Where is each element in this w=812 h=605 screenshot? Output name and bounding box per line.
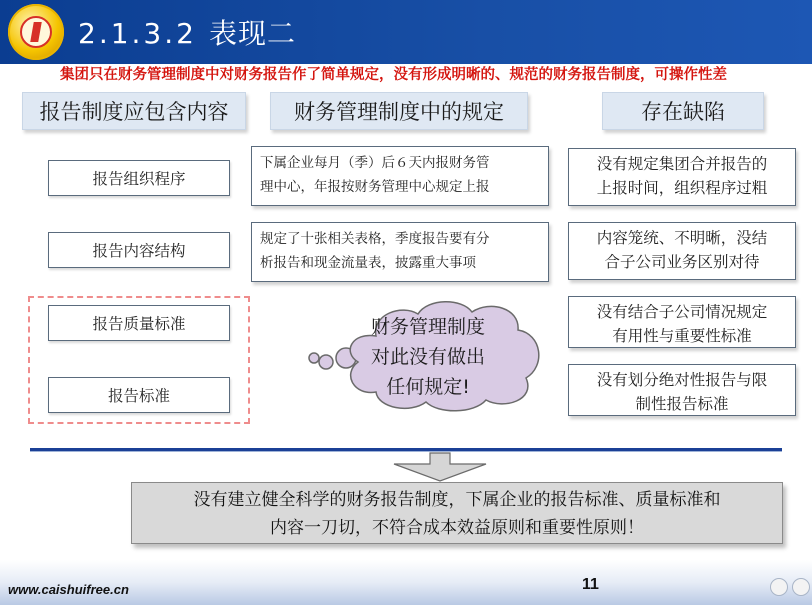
cloud-line: 对此没有做出 (370, 346, 485, 368)
column-header-defects: 存在缺陷 (602, 92, 764, 130)
defect-no-report-classification (568, 364, 796, 416)
defect-no-materiality-standard (568, 296, 796, 348)
title-bar (0, 0, 812, 64)
column-header-required-content: 报告制度应包含内容 (22, 92, 246, 130)
slide-subtitle: 集团只在财务管理制度中对财务报告作了简单规定，没有形成明晰的、规范的财务报告制度，可操作性差 (60, 67, 727, 83)
defect-line: 没有划分绝对性报告与限 (596, 371, 768, 389)
rule-reporting-deadline (251, 146, 549, 206)
conclusion-box (131, 482, 783, 544)
conclusion-line: 内容一刀切，不符合成本效益原则和重要性原则！ (270, 518, 644, 538)
defect-line: 没有结合子公司情况规定 (596, 303, 768, 321)
column-header-current-rules: 财务管理制度中的规定 (270, 92, 528, 130)
defect-line: 有用性与重要性标准 (612, 327, 752, 345)
nav-circle-button[interactable] (770, 578, 788, 596)
defect-vague-content (568, 222, 796, 280)
nav-circle-button[interactable] (792, 578, 810, 596)
rule-line: 下属企业每月（季）后６天内报财务管 (260, 155, 490, 171)
cloud-line: 财务管理制度 (370, 316, 485, 338)
defect-line: 合子公司业务区别对待 (604, 253, 760, 271)
cloud-line: 任何规定! (386, 376, 470, 398)
cloud-text (306, 312, 550, 402)
logo-emblem-icon (8, 4, 64, 60)
section-number: 2.1.3.2 (78, 17, 197, 50)
title-text: 表现二 (208, 17, 296, 50)
rule-line: 析报告和现金流量表，披露重大事项 (260, 255, 476, 271)
rule-line: 规定了十张相关表格，季度报告要有分 (260, 231, 490, 247)
item-report-quality-standard: 报告质量标准 (48, 305, 230, 341)
rule-report-tables (251, 222, 549, 282)
defect-reporting-time (568, 148, 796, 206)
item-report-organization-procedure: 报告组织程序 (48, 160, 230, 196)
defect-line: 内容笼统、不明晰，没结 (596, 229, 768, 247)
defect-line: 没有规定集团合并报告的 (596, 155, 768, 173)
conclusion-line: 没有建立健全科学的财务报告制度，下属企业的报告标准、质量标准和 (193, 490, 721, 510)
page-number: 11 (582, 576, 599, 593)
item-report-content-structure: 报告内容结构 (48, 232, 230, 268)
defect-line: 制性报告标准 (635, 395, 729, 413)
defect-line: 上报时间，组织程序过粗 (596, 179, 768, 197)
down-arrow-icon (392, 452, 488, 482)
rule-line: 理中心，年报按财务管理中心规定上报 (260, 179, 490, 195)
slide-title (78, 12, 296, 52)
footer-url[interactable]: www.caishuifree.cn (8, 582, 129, 597)
item-report-standard: 报告标准 (48, 377, 230, 413)
